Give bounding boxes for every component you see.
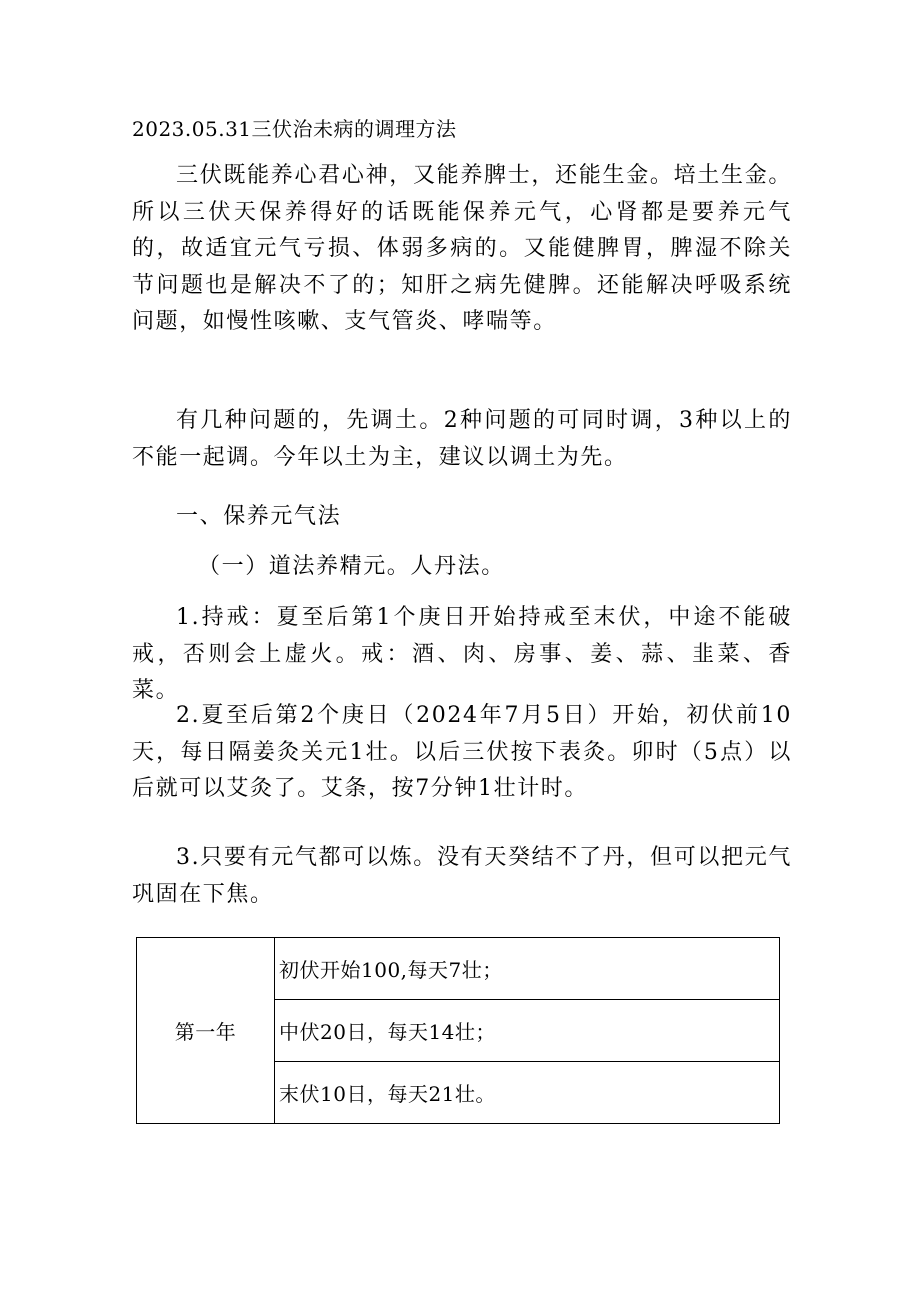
table-cell: 中伏20日，每天14壮； — [275, 1000, 780, 1062]
section-subheading: （一）道法养精元。人丹法。 — [198, 554, 505, 579]
year-cell: 第一年 — [137, 938, 275, 1124]
moxibustion-schedule-table — [136, 937, 780, 1124]
document-title: 2023.05.31三伏治未病的调理方法 — [132, 117, 457, 141]
list-item-3: 3.只要有元气都可以炼。没有天癸结不了丹，但可以把元气巩固在下焦。 — [132, 845, 792, 907]
list-item-2: 2.夏至后第2个庚日（2024年7月5日）开始，初伏前10天，每日隔姜灸关元1壮。以后三伏按下表灸。卯时（5点）以后就可以艾灸了。艾条，按7分钟1壮计时。 — [132, 703, 792, 801]
table-row — [137, 938, 780, 1000]
paragraph-1: 三伏既能养心君心神，又能养脾士，还能生金。培土生金。所以三伏天保养得好的话既能保养元气，心肾都是要养元气的，故适宜元气亏损、体弱多病的。又能健脾胃，脾湿不除关节问题也是解决不了的；知肝之病先健脾。还能解决呼吸系统问题，如慢性咳嗽、支气管炎、哮喘等。 — [132, 163, 792, 334]
paragraph-2: 有几种问题的，先调土。2种问题的可同时调，3种以上的不能一起调。今年以土为主，建议以调土为先。 — [132, 408, 792, 470]
table-cell: 初伏开始100,每天7壮； — [275, 938, 780, 1000]
table-cell: 末伏10日，每天21壮。 — [275, 1062, 780, 1124]
section-heading: 一、保养元气法 — [176, 504, 342, 529]
list-item-1: 1.持戒：夏至后第1个庚日开始持戒至末伏，中途不能破戒，否则会上虚火。戒：酒、肉、房事、姜、蒜、韭菜、香菜。 — [132, 605, 792, 703]
